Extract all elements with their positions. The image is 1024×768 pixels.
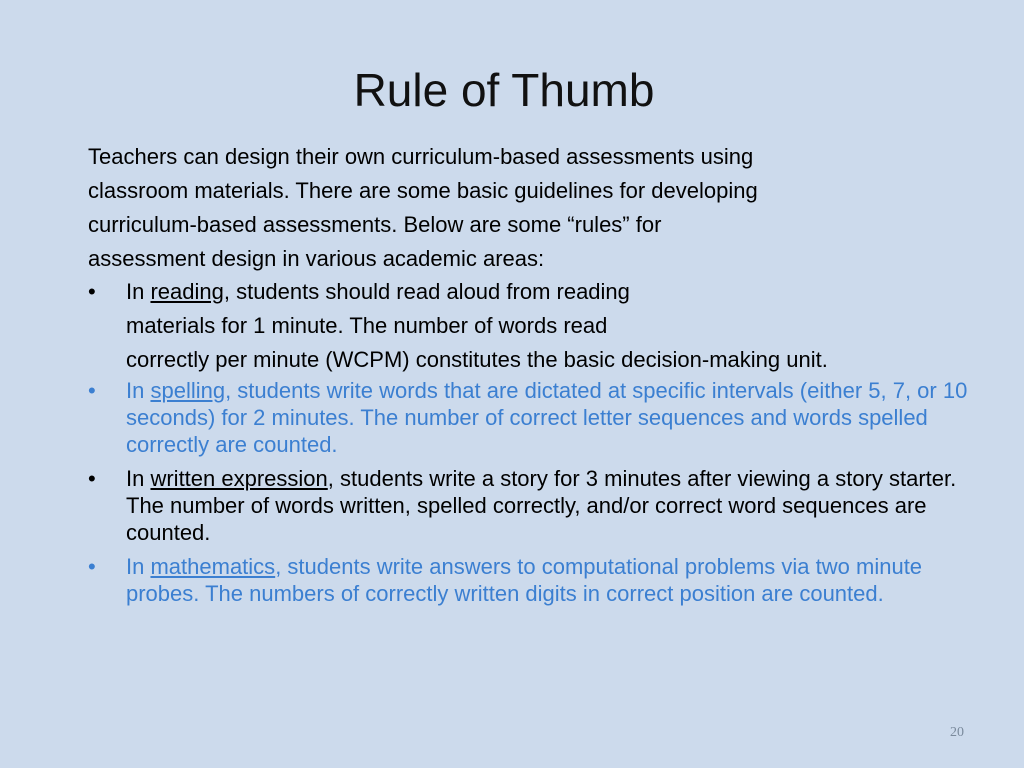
intro-line: assessment design in various academic areas:: [88, 246, 545, 271]
intro-line: Teachers can design their own curriculum-based assessments using: [88, 144, 754, 169]
term-written-expression: written expression: [150, 466, 328, 491]
intro-line: classroom materials. There are some basic guidelines for developing: [88, 178, 758, 203]
slide-title: Rule of Thumb: [353, 64, 655, 116]
bullet-text: , students write words that are dictated at specific intervals (either 5, 7, or 10 seconds) for 2 minutes. The number of correct letter sequences and words spelled correctly are counted.: [126, 378, 968, 457]
bullet-text: , students write answers to computational problems via two minute probes. The numbers of correctly written digits in correct position are counted.: [126, 554, 923, 606]
intro-paragraph: [88, 140, 988, 276]
bullet-point-icon: •: [88, 554, 96, 579]
bullet-written-expression: [88, 465, 988, 546]
term-mathematics: mathematics: [150, 554, 276, 579]
bullet-spelling: [88, 377, 988, 458]
bullet-reading-line1: [126, 275, 988, 309]
term-reading: reading: [150, 279, 224, 304]
intro-line: curriculum-based assessments. Below are some “rules” for: [88, 212, 662, 237]
bullet-prefix: In: [126, 554, 151, 579]
guideline-list: [88, 275, 988, 614]
bullet-mathematics: [88, 553, 988, 607]
bullet-point-icon: •: [88, 279, 96, 304]
bullet-reading: [88, 275, 988, 377]
term-spelling: spelling: [150, 378, 226, 403]
page-number: 20: [950, 725, 964, 740]
bullet-reading-line3: correctly per minute (WCPM) constitutes the basic decision-making unit.: [126, 347, 828, 372]
bullet-text: , students write a story for 3 minutes after viewing a story starter. The number of words written, spelled correctly, and/or correct word sequences are counted.: [126, 466, 957, 545]
bullet-text: , students should read aloud from reading: [223, 279, 630, 304]
bullet-prefix: In: [126, 466, 151, 491]
bullet-point-icon: •: [88, 378, 96, 403]
bullet-prefix: In: [126, 279, 151, 304]
bullet-reading-line2: materials for 1 minute. The number of words read: [126, 313, 608, 338]
bullet-prefix: In: [126, 378, 151, 403]
bullet-point-icon: •: [88, 466, 96, 491]
